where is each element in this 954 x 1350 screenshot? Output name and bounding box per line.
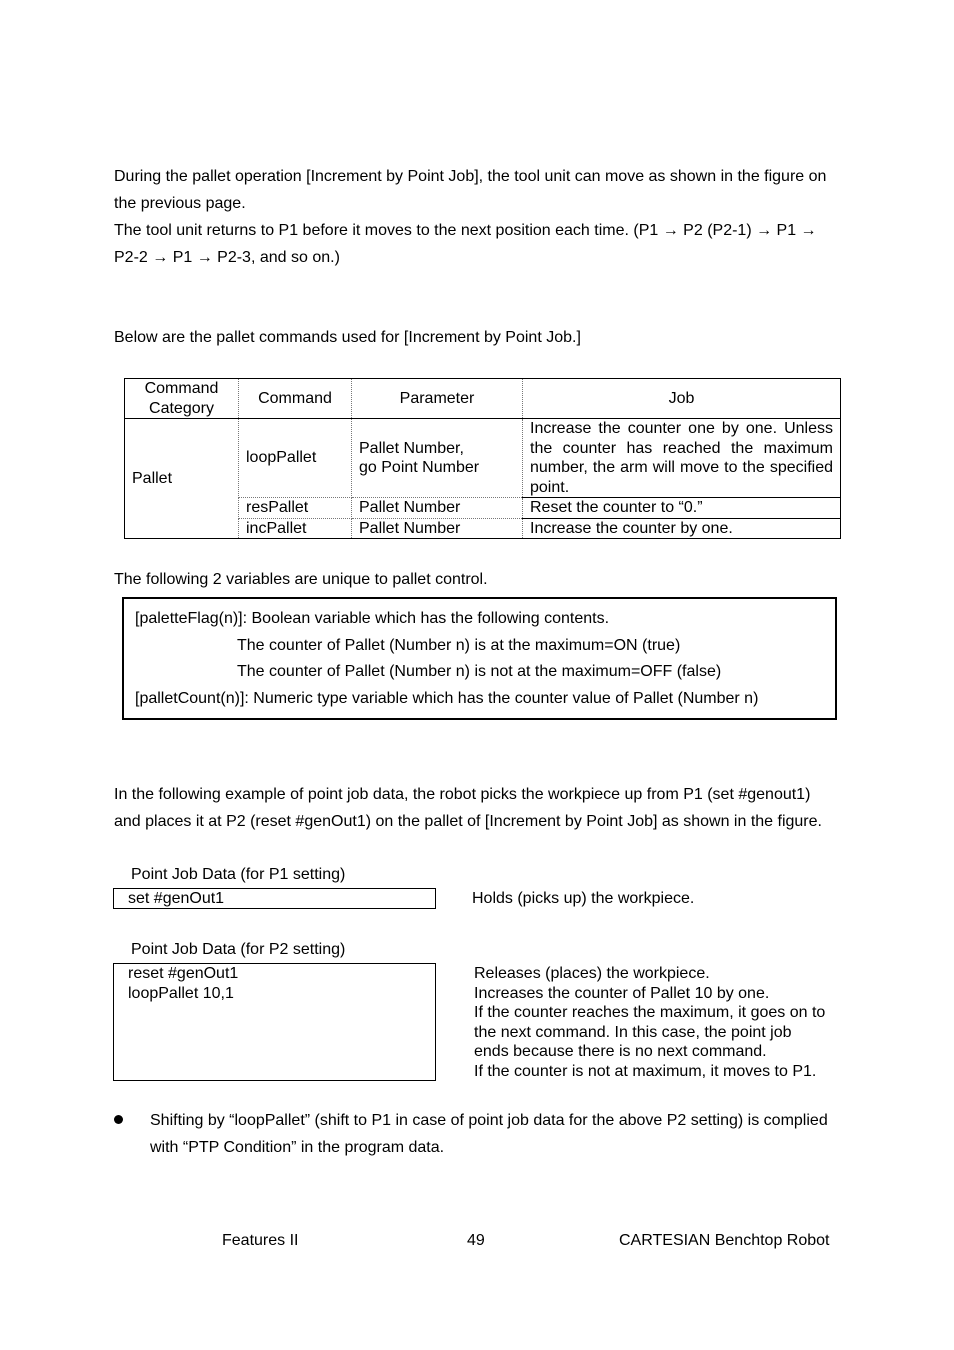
variables-intro: The following 2 variables are unique to pallet control.	[114, 571, 488, 588]
variable-line: The counter of Pallet (Number n) is at the maximum=ON (true)	[237, 637, 681, 654]
p1-description: Holds (picks up) the workpiece.	[472, 890, 695, 907]
header-cell: Parameter	[352, 379, 523, 419]
example-line: and places it at P2 (reset #genOut1) on the pallet of [Increment by Point Job] as shown in the figure.	[114, 813, 822, 830]
category-cell: Pallet	[125, 419, 239, 539]
parameter-cell: Pallet Number, go Point Number	[352, 419, 523, 498]
parameter-cell: Pallet Number	[352, 498, 523, 519]
note-line: with “PTP Condition” in the program data.	[150, 1139, 445, 1156]
table-header-row	[125, 379, 841, 419]
job-cell: Increase the counter by one.	[523, 518, 841, 539]
p2-description: Releases (places) the workpiece. Increases the counter of Pallet 10 by one. If the counter reaches the maximum, it goes on to the next command. In this case, the point job ends because there is no next command. If the counter is not at maximum, it moves to P1.	[474, 965, 826, 1080]
intro-line: During the pallet operation [Increment by Point Job], the tool unit can move as shown in the figure on	[114, 168, 827, 185]
below-text: Below are the pallet commands used for [Increment by Point Job.]	[114, 329, 581, 346]
intro-line: The tool unit returns to P1 before it moves to the next position each time. (P1 → P2 (P2-1) → P1 →	[114, 222, 817, 239]
table-row	[125, 419, 841, 498]
p2-label: Point Job Data (for P2 setting)	[131, 941, 346, 958]
p1-code: set #genOut1	[128, 890, 225, 907]
header-cell: Command Category	[125, 379, 239, 419]
parameter-cell: Pallet Number	[352, 518, 523, 539]
p1-code-box	[113, 888, 436, 909]
intro-line: the previous page.	[114, 195, 246, 212]
command-cell: incPallet	[239, 518, 352, 539]
example-line: In the following example of point job data, the robot picks the workpiece up from P1 (set #genout1)	[114, 786, 811, 803]
job-cell: Reset the counter to “0.”	[523, 498, 841, 519]
note-line: Shifting by “loopPallet” (shift to P1 in case of point job data for the above P2 setting) is complied	[150, 1112, 828, 1129]
p1-label: Point Job Data (for P1 setting)	[131, 866, 346, 883]
footer-right: CARTESIAN Benchtop Robot	[619, 1232, 830, 1249]
footer-left: Features II	[222, 1232, 299, 1249]
variable-line: [paletteFlag(n)]: Boolean variable which has the following contents.	[135, 610, 610, 627]
command-cell: resPallet	[239, 498, 352, 519]
variables-box	[122, 597, 837, 720]
command-cell: loopPallet	[239, 419, 352, 498]
bullet-icon	[114, 1115, 123, 1124]
header-cell: Command	[239, 379, 352, 419]
p2-code: reset #genOut1 loopPallet 10,1	[128, 965, 239, 1002]
variable-line: [palletCount(n)]: Numeric type variable which has the counter value of Pallet (Number n)	[135, 690, 759, 707]
intro-line: P2-2 → P1 → P2-3, and so on.)	[114, 249, 340, 266]
variable-line: The counter of Pallet (Number n) is not at the maximum=OFF (false)	[237, 663, 722, 680]
job-cell: Increase the counter one by one. Unless the counter has reached the maximum number, the arm will move to the specified point.	[523, 419, 841, 498]
page-number: 49	[467, 1232, 485, 1249]
p2-code-box	[113, 963, 436, 1081]
pallet-command-table	[124, 378, 841, 539]
header-cell: Job	[523, 379, 841, 419]
